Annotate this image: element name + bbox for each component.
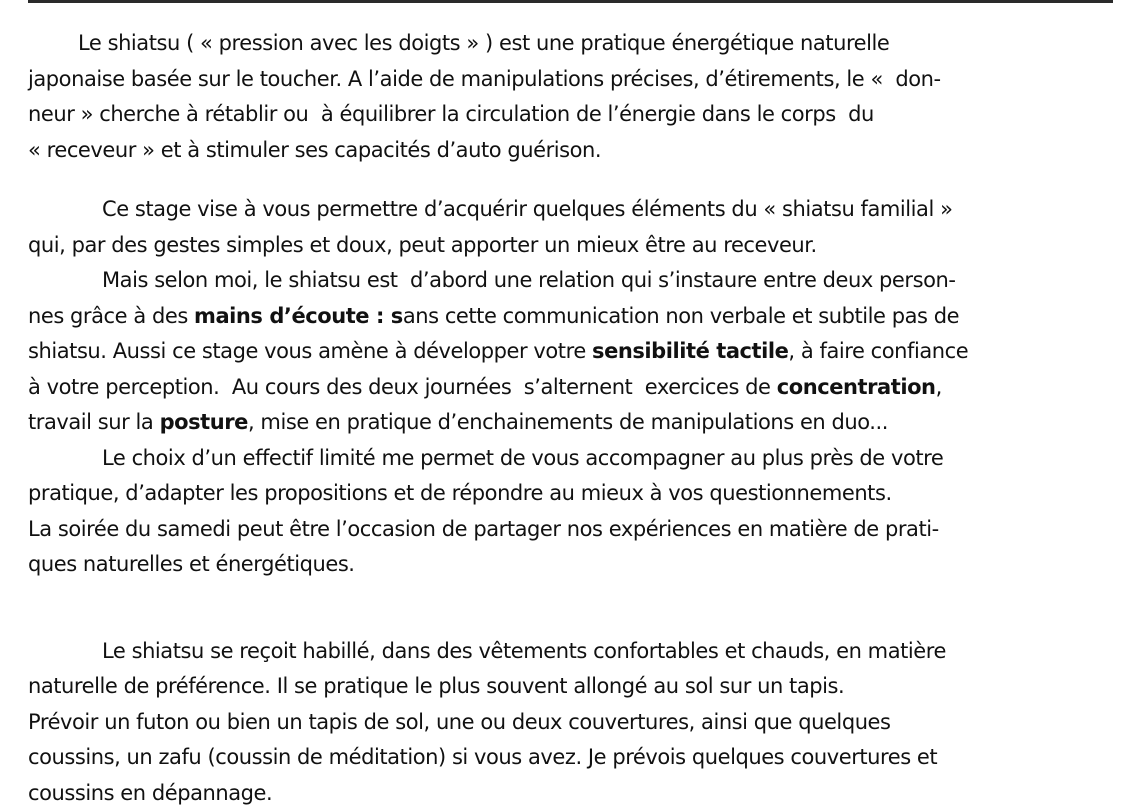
bold-phrase-posture: posture xyxy=(160,410,248,434)
text-line: naturelle de préférence. Il se pratique le plus souvent allongé au sol sur un tapis. xyxy=(28,669,1113,705)
text-line: ques naturelles et énergétiques. xyxy=(28,547,1113,583)
text-run: nes grâce à des xyxy=(28,304,194,328)
text-run: , xyxy=(936,375,942,399)
text-line: pratique, d’adapter les propositions et de répondre au mieux à vos questionnements. xyxy=(28,476,1113,512)
text-run: à votre perception. Au cours des deux journées s’alternent exercices de xyxy=(28,375,777,399)
text-line xyxy=(28,370,1113,406)
text-line: Le shiatsu se reçoit habillé, dans des vêtements confortables et chauds, en matière xyxy=(28,634,1113,670)
text-line xyxy=(28,334,1113,370)
bold-phrase-concentration: concentration xyxy=(777,375,936,399)
text-line: Mais selon moi, le shiatsu est d’abord une relation qui s’instaure entre deux person- xyxy=(28,263,1113,299)
text-run: shiatsu. Aussi ce stage vous amène à développer votre xyxy=(28,339,592,363)
text-line: La soirée du samedi peut être l’occasion de partager nos expériences en matière de prati- xyxy=(28,512,1113,548)
text-line: coussins, un zafu (coussin de méditation) si vous avez. Je prévois quelques couvertures et xyxy=(28,740,1113,776)
paragraph-spacer xyxy=(28,168,1113,192)
text-run: travail sur la xyxy=(28,410,160,434)
paragraph-spacer xyxy=(28,583,1113,634)
text-line: coussins en dépannage. xyxy=(28,776,1113,811)
text-line: Ce stage vise à vous permettre d’acquérir quelques éléments du « shiatsu familial » xyxy=(28,192,1113,228)
bold-phrase-sensibilite-tactile: sensibilité tactile xyxy=(592,339,788,363)
text-line: « receveur » et à stimuler ses capacités d’auto guérison. xyxy=(28,133,1113,169)
text-run: ans cette communication non verbale et subtile pas de xyxy=(403,304,959,328)
paragraph-practical-info xyxy=(28,634,1113,811)
text-line: qui, par des gestes simples et doux, peut apporter un mieux être au receveur. xyxy=(28,228,1113,264)
text-line: neur » cherche à rétablir ou à équilibrer la circulation de l’énergie dans le corps du xyxy=(28,97,1113,133)
paragraph-intro xyxy=(28,26,1113,168)
text-line xyxy=(28,405,1113,441)
bold-phrase-mains-ecoute: mains d’écoute : s xyxy=(194,304,403,328)
text-line: Prévoir un futon ou bien un tapis de sol, une ou deux couvertures, ainsi que quelques xyxy=(28,705,1113,741)
text-run: , à faire confiance xyxy=(788,339,968,363)
text-line: Le choix d’un effectif limité me permet de vous accompagner au plus près de votre xyxy=(28,441,1113,477)
text-line xyxy=(28,299,1113,335)
paragraph-stage xyxy=(28,192,1113,583)
text-run: , mise en pratique d’enchainements de manipulations en duo... xyxy=(248,410,888,434)
document-page xyxy=(28,26,1113,811)
text-line: japonaise basée sur le toucher. A l’aide de manipulations précises, d’étirements, le « don- xyxy=(28,62,1113,98)
text-line: Le shiatsu ( « pression avec les doigts » ) est une pratique énergétique naturelle xyxy=(28,26,1113,62)
top-border-rule xyxy=(28,0,1113,3)
